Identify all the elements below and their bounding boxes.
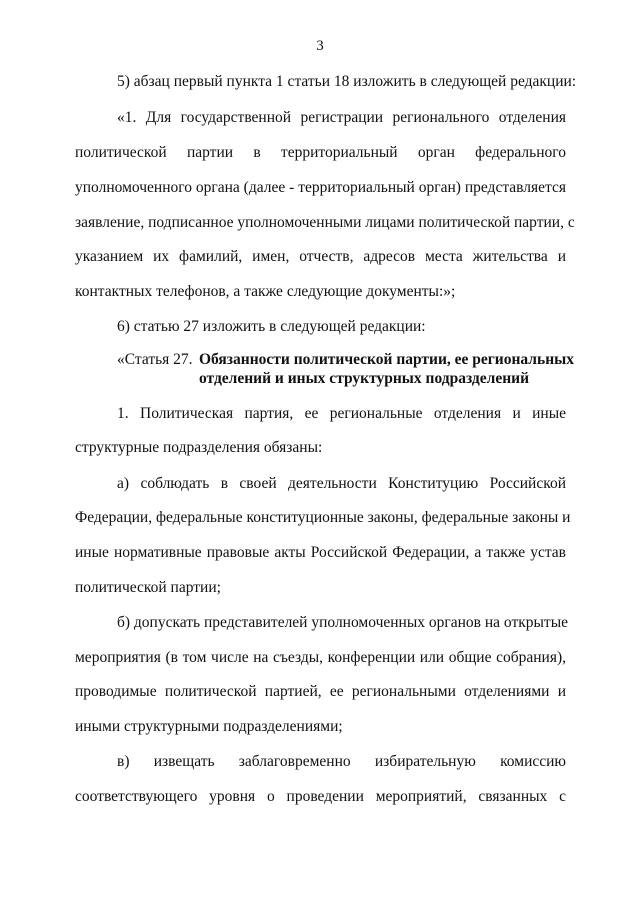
item-a-line-1: а) соблюдать в своей деятельности Конституцию Российской [117, 475, 566, 492]
article-heading-prefix: «Статья 27. [117, 351, 193, 368]
paragraph-6-line-1: 6) статью 27 изложить в следующей редакции: [117, 318, 426, 335]
article-heading [117, 350, 577, 370]
article-1-line-2: структурные подразделения обязаны: [75, 439, 323, 456]
page-number: 3 [316, 38, 324, 54]
item-b-line-3: проводимые политической партией, ее региональными отделениями и [75, 683, 566, 700]
quote-1-line-5: указанием их фамилий, имен, отчеств, адресов места жительства и [75, 248, 566, 265]
article-heading-title-line-1: Обязанности политической партии, ее региональных [199, 351, 574, 368]
article-1-line-1: 1. Политическая партия, ее региональные отделения и иные [117, 405, 566, 422]
paragraph-5-line-1: 5) абзац первый пункта 1 статьи 18 изложить в следующей редакции: [117, 73, 577, 90]
quote-1-line-2: политической партии в территориальный орган федерального [75, 144, 566, 161]
quote-1-line-4: заявление, подписанное уполномоченными лицами политической партии, с [75, 214, 575, 231]
item-b-line-4: иными структурными подразделениями; [75, 718, 343, 735]
item-b-line-1: б) допускать представителей уполномоченных органов на открытые [117, 614, 568, 631]
item-v-line-1: в) извещать заблаговременно избирательную комиссию [117, 753, 566, 770]
quote-1-line-6: контактных телефонов, а также следующие документы:»; [75, 283, 456, 300]
item-b-line-2: мероприятия (в том числе на съезды, конференции или общие собрания), [75, 649, 566, 666]
quote-1-line-1: «1. Для государственной регистрации регионального отделения [117, 109, 566, 126]
item-a-line-3: иные нормативные правовые акты Российской Федерации, а также устав [75, 544, 566, 561]
item-a-line-4: политической партии; [75, 579, 221, 596]
item-v-line-2: соответствующего уровня о проведении мероприятий, связанных с [75, 788, 566, 805]
item-a-line-2: Федерации, федеральные конституционные законы, федеральные законы и [75, 509, 571, 526]
quote-1-line-3: уполномоченного органа (далее - территориальный орган) представляется [75, 179, 566, 196]
article-heading-title-line-2: отделений и иных структурных подразделений [199, 370, 530, 387]
